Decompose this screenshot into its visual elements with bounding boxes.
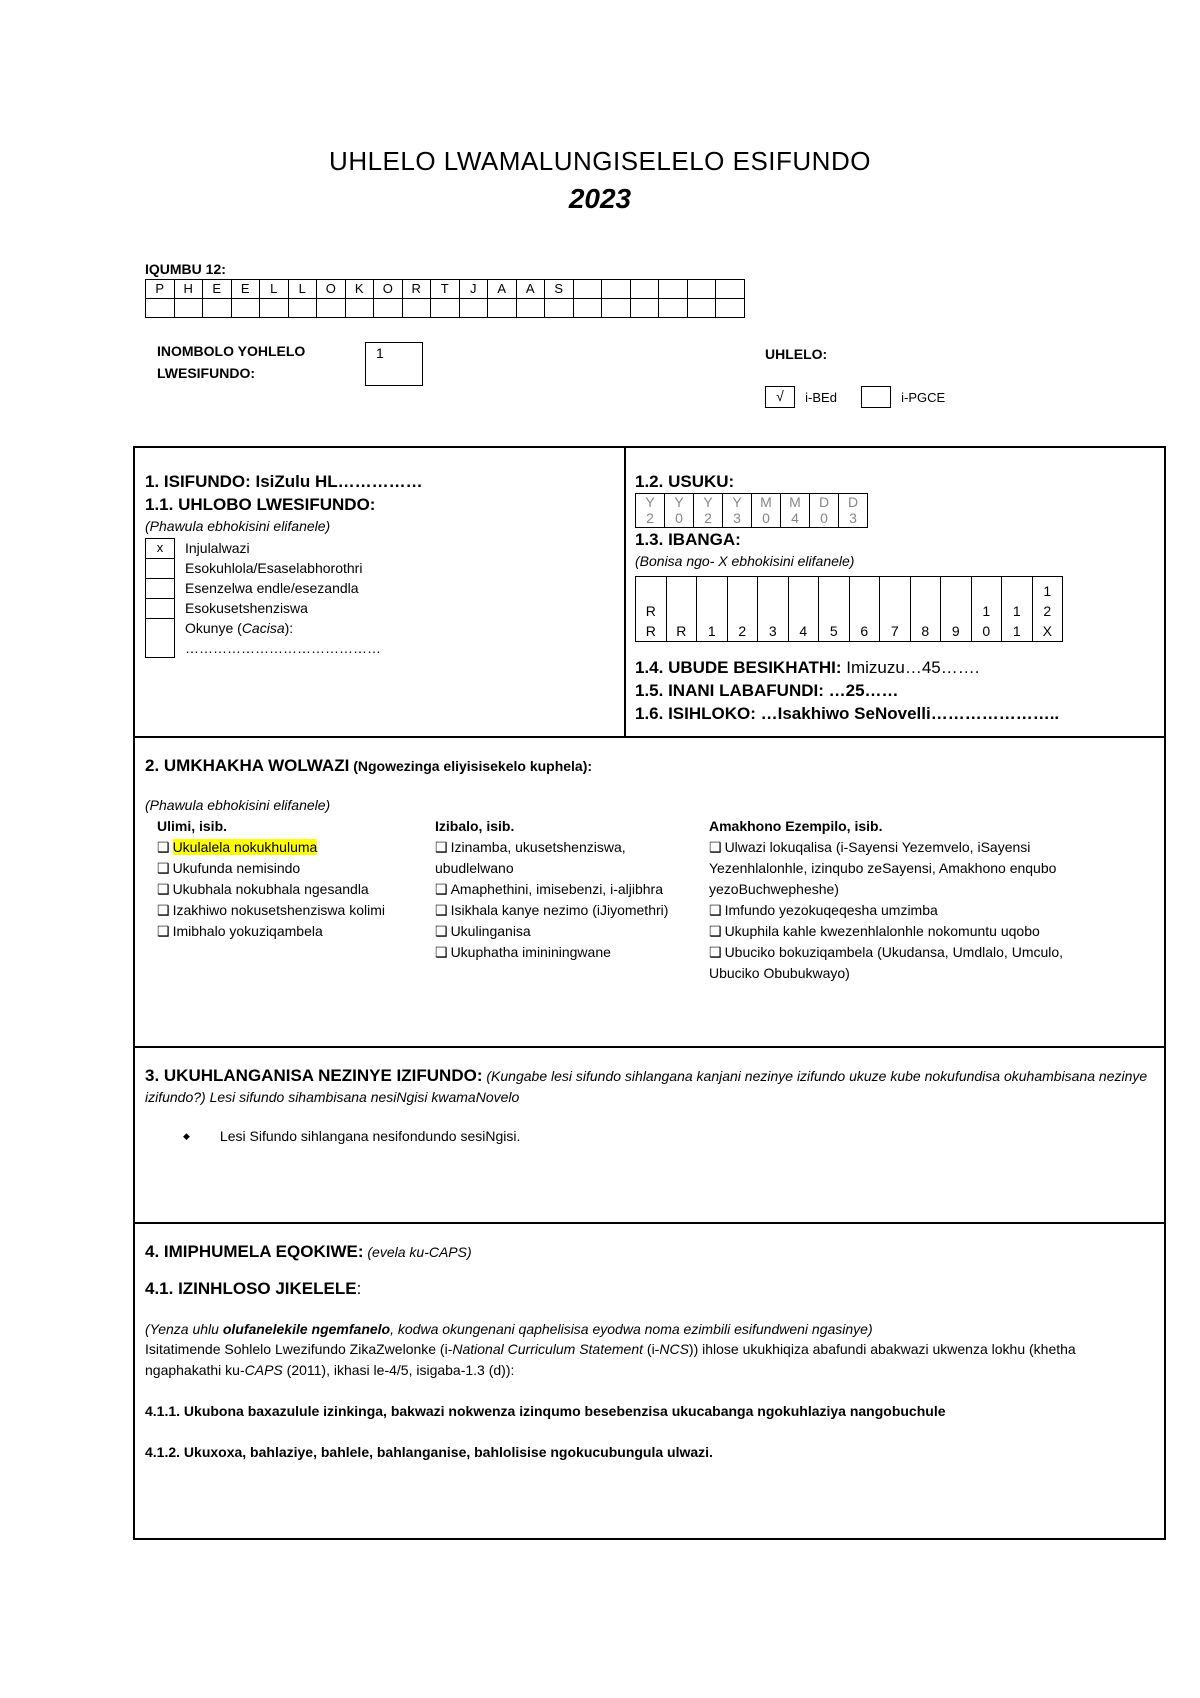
knowledge-item-label: Ukulinganisa (450, 923, 531, 939)
student-name-grid (145, 279, 745, 318)
lesson-type-checkbox[interactable] (145, 578, 175, 598)
checkbox-icon[interactable]: ❑ (709, 923, 722, 939)
lesson-type-checkbox[interactable]: x (145, 538, 175, 558)
name-blank-cell[interactable] (602, 299, 631, 318)
checkbox-icon[interactable]: ❑ (709, 902, 722, 918)
name-blank-cell[interactable] (260, 299, 289, 318)
name-blank-cell[interactable] (516, 299, 545, 318)
uhlelo-option-pgce[interactable] (861, 386, 945, 408)
page-year: 2023 (568, 183, 632, 214)
knowledge-item-label: Ukulalela nokukhuluma (172, 839, 318, 855)
section-2-heading: 2. UMKHAKHA WOLWAZI (Ngowezinga eliyisisekelo kuphela): (145, 756, 593, 775)
checkbox-icon[interactable]: ❑ (435, 881, 448, 897)
name-letter-cell[interactable] (602, 280, 631, 299)
date-digit-cell[interactable]: 0 (810, 511, 839, 528)
knowledge-item-label: Imibhalo yokuziqambela (172, 923, 323, 939)
section-3-list (183, 1128, 1155, 1144)
uhlobo-note: (Phawula ebhokisini elifanele) (145, 518, 331, 534)
name-letter-cell[interactable]: K (345, 280, 374, 299)
section-3 (145, 1064, 1155, 1144)
knowledge-item-label: Ukuphila kahle kwezenhlalonhle nokomuntu uqobo (724, 923, 1040, 939)
checkbox-icon[interactable]: ❑ (157, 923, 170, 939)
knowledge-item-label: Ubuciko bokuziqambela (Ukudansa, Umdlalo, Umculo, Ubuciko Obubukwayo) (709, 944, 1064, 981)
iqumbu-label: IQUMBU 12: (145, 261, 226, 277)
knowledge-item-label: Izakhiwo nokusetshenziswa kolimi (172, 902, 385, 918)
knowledge-item[interactable] (157, 837, 407, 858)
knowledge-item[interactable] (435, 879, 675, 900)
name-letter-cell[interactable] (716, 280, 745, 299)
name-blank-cell[interactable] (573, 299, 602, 318)
inani-line: 1.5. INANI LABAFUNDI: …25…… (635, 681, 899, 700)
lesson-type-row[interactable] (145, 558, 615, 578)
lesson-type-checkbox[interactable] (145, 618, 175, 658)
izibalo-heading: Izibalo, isib. (435, 818, 515, 834)
name-blank-cell[interactable] (459, 299, 488, 318)
knowledge-item-label: Amaphethini, imisebenzi, i-aljibhra (450, 881, 663, 897)
section-divider-2 (135, 1046, 1164, 1048)
date-digit-cell[interactable]: 0 (752, 511, 781, 528)
name-letter-cell[interactable]: R (402, 280, 431, 299)
lesson-type-label: Injulalwazi (185, 540, 250, 556)
knowledge-item[interactable] (435, 942, 675, 963)
isifundo-heading: 1. ISIFUNDO: IsiZulu HL…………… (145, 472, 423, 491)
uhlelo-option-bed[interactable] (765, 386, 837, 408)
knowledge-item-label: Isikhala kanye nezimo (iJiyomethri) (450, 902, 669, 918)
grade-cell[interactable]: R R (636, 577, 667, 642)
section-1-left (145, 470, 615, 658)
section-4-heading: 4. IMIPHUMELA EQOKIWE: (evela ku-CAPS) (145, 1242, 472, 1261)
grade-cell[interactable]: 1 (697, 577, 728, 642)
name-letter-cell[interactable]: A (488, 280, 517, 299)
page-title: UHLELO LWAMALUNGISELELO ESIFUNDO (329, 146, 871, 176)
lesson-type-label: Esokusetshenziswa (185, 600, 308, 616)
date-format-cell: M (781, 494, 810, 511)
name-letter-cell[interactable]: O (317, 280, 346, 299)
knowledge-col-ulimi (157, 816, 407, 942)
knowledge-item-label: Imfundo yezokuqeqesha umzimba (724, 902, 938, 918)
name-letter-cell[interactable] (659, 280, 688, 299)
other-dots: …………………………………… (185, 640, 381, 656)
lesson-type-label: Esokuhlola/Esaselabhorothri (185, 560, 363, 576)
name-blank-cell[interactable] (203, 299, 232, 318)
bed-checkbox[interactable]: √ (765, 386, 795, 408)
knowledge-col-izibalo (435, 816, 675, 963)
grade-cell[interactable]: 4 (788, 577, 819, 642)
lesson-type-row[interactable] (145, 618, 615, 658)
name-letter-cell[interactable] (687, 280, 716, 299)
usuku-heading: 1.2. USUKU: (635, 472, 735, 491)
lesson-type-row[interactable] (145, 578, 615, 598)
pgce-checkbox[interactable] (861, 386, 891, 408)
name-letter-cell[interactable]: E (231, 280, 260, 299)
name-blank-cell[interactable] (687, 299, 716, 318)
date-format-cell: Y (694, 494, 723, 511)
name-blank-cell[interactable] (288, 299, 317, 318)
isihloko-line: 1.6. ISIHLOKO: …Isakhiwo SeNovelli………………….. (635, 704, 1060, 723)
checkbox-icon[interactable]: ❑ (435, 902, 448, 918)
checkbox-icon[interactable]: ❑ (157, 902, 170, 918)
goal-4-1-2: 4.1.2. Ukuxoxa, bahlaziye, bahlele, bahlanganise, bahlolisise ngokucubungula ulwazi. (145, 1444, 713, 1460)
date-digit-cell[interactable]: 0 (665, 511, 694, 528)
lesson-type-row[interactable] (145, 538, 615, 558)
checkbox-icon[interactable]: ❑ (157, 881, 170, 897)
date-digit-cell[interactable]: 2 (694, 511, 723, 528)
grade-cell[interactable]: 1 0 (971, 577, 1002, 642)
name-letter-cell[interactable]: A (516, 280, 545, 299)
checkbox-icon[interactable]: ❑ (435, 839, 448, 855)
checkbox-icon[interactable]: ❑ (435, 923, 448, 939)
knowledge-item[interactable] (435, 837, 675, 879)
name-letter-cell[interactable]: L (260, 280, 289, 299)
date-digit-cell[interactable]: 4 (781, 511, 810, 528)
date-format-cell: D (810, 494, 839, 511)
knowledge-item-label: Ukubhala nokubhala ngesandla (172, 881, 369, 897)
lesson-type-label: Esenzelwa endle/esezandla (185, 580, 359, 596)
name-blank-cell[interactable] (345, 299, 374, 318)
name-blank-cell[interactable] (374, 299, 403, 318)
lesson-number-box[interactable]: 1 (365, 342, 423, 386)
section-divider-3 (135, 1222, 1164, 1224)
checkbox-icon[interactable]: ❑ (157, 860, 170, 876)
date-format-cell: D (839, 494, 868, 511)
knowledge-item[interactable] (709, 900, 1064, 921)
lesson-type-list (145, 538, 615, 658)
section-4-sub: 4.1. IZINHLOSO JIKELELE: (145, 1279, 362, 1298)
knowledge-item[interactable] (709, 942, 1064, 984)
name-letter-cell[interactable] (573, 280, 602, 299)
lesson-plan-form (133, 446, 1166, 1540)
section-3-bullet: ◆ Lesi Sifundo sihlangana nesifondundo sesiNgisi. (183, 1128, 1155, 1144)
name-letter-cell[interactable]: H (174, 280, 203, 299)
checkbox-icon[interactable]: ❑ (157, 839, 170, 855)
knowledge-item[interactable] (157, 879, 407, 900)
name-blank-cell[interactable] (659, 299, 688, 318)
knowledge-item[interactable] (157, 921, 407, 942)
name-blank-cell[interactable] (431, 299, 460, 318)
goal-4-1-1: 4.1.1. Ukubona baxazulule izinkinga, bakwazi nokwenza izinqumo besebenzisa ukucabanga ngokuhlaziya nangobuchule (145, 1403, 946, 1419)
grade-cell[interactable]: 7 (880, 577, 911, 642)
name-blank-cell[interactable] (545, 299, 574, 318)
name-letter-cell[interactable]: P (146, 280, 175, 299)
lesson-type-row[interactable] (145, 598, 615, 618)
knowledge-item[interactable] (435, 921, 675, 942)
section-2-note: (Phawula ebhokisini elifanele) (145, 797, 331, 813)
knowledge-item-label: Ukuphatha imininingwane (450, 944, 611, 960)
date-format-cell: M (752, 494, 781, 511)
knowledge-item[interactable] (435, 900, 675, 921)
grade-cell[interactable]: 9 (941, 577, 972, 642)
amakhono-heading: Amakhono Ezempilo, isib. (709, 818, 883, 834)
section-4-note: (Yenza uhlu olufanelekile ngemfanelo, kodwa okungenani qaphelisisa eyodwa noma ezimbili esifundweni ngasinye) (145, 1321, 873, 1337)
grade-cell[interactable]: 8 (910, 577, 941, 642)
section-divider-1 (135, 736, 1164, 738)
ibanga-heading: 1.3. IBANGA: (635, 530, 741, 549)
lesson-type-checkbox[interactable] (145, 558, 175, 578)
date-format-cell: Y (723, 494, 752, 511)
date-digit-cell[interactable]: 3 (723, 511, 752, 528)
ubude-label: 1.4. UBUDE BESIKHATHI: (635, 658, 842, 677)
name-letter-cell[interactable]: S (545, 280, 574, 299)
name-blank-cell[interactable] (716, 299, 745, 318)
grade-cell[interactable]: 3 (758, 577, 789, 642)
knowledge-item-label: Ukufunda nemisindo (172, 860, 301, 876)
grade-grid[interactable] (635, 576, 1063, 642)
section-1-right (635, 470, 1155, 725)
grade-cell[interactable]: R (666, 577, 697, 642)
ulimi-heading: Ulimi, isib. (157, 818, 228, 834)
name-letter-cell[interactable]: J (459, 280, 488, 299)
uhlobo-heading: 1.1. UHLOBO LWESIFUNDO: (145, 495, 376, 514)
date-format-cell: Y (636, 494, 665, 511)
grade-cell[interactable]: 1 2 X (1032, 577, 1063, 642)
checkbox-icon[interactable]: ❑ (435, 944, 448, 960)
knowledge-item-label: Ulwazi lokuqalisa (i-Sayensi Yezemvelo, iSayensi Yezenhlalonhle, izinqubo zeSayensi, Amakhono enqubo yezoBuchwepheshe) (709, 839, 1057, 897)
knowledge-item[interactable] (157, 858, 407, 879)
inombolo-label-line2: LWESIFUNDO: (157, 365, 255, 381)
uhlelo-label: UHLELO: (765, 346, 828, 362)
date-grid[interactable] (635, 493, 868, 528)
section1-divider (624, 448, 626, 736)
name-blank-cell[interactable] (488, 299, 517, 318)
name-letter-cell[interactable]: T (431, 280, 460, 299)
grade-cell[interactable]: 6 (849, 577, 880, 642)
lesson-type-label: Okunye (Cacisa): …………………………………… (185, 620, 381, 656)
section-3-heading: 3. UKUHLANGANISA NEZINYE IZIFUNDO: (Kungabe lesi sifundo sihlangana kanjani nezinye izifundo ukuze kube nokufundisa okuhambisana nezinye izifundo?) Lesi sifundo sihambisana nesiNgisi kwamaNovelo (145, 1066, 1148, 1105)
name-letter-cell[interactable] (630, 280, 659, 299)
section-2 (145, 754, 1155, 981)
section-4-paragraph: Isitatimende Sohlelo Lwezifundo ZikaZwelonke (i-National Curriculum Statement (i-NCS)) ihlose ukukhiqiza abafundi abakwazi ukwenza lokhu (khetha ngaphakathi ku-CAPS (2011), ikhasi le-4/5, isigaba-1.3 (d)): (145, 1341, 1076, 1378)
name-blank-cell[interactable] (174, 299, 203, 318)
inombolo-label-line1: INOMBOLO YOHLELO (157, 343, 306, 359)
pgce-label: i-PGCE (901, 389, 946, 405)
grade-cell[interactable]: 2 (727, 577, 758, 642)
knowledge-item[interactable] (709, 837, 1064, 900)
knowledge-item-label: Izinamba, ukusetshenziswa, ubudlelwano (435, 839, 626, 876)
date-format-cell: Y (665, 494, 694, 511)
section-4 (145, 1240, 1155, 1460)
knowledge-col-amakhono (709, 816, 1064, 984)
name-blank-cell[interactable] (317, 299, 346, 318)
ubude-value: Imizuzu…45……. (841, 658, 980, 677)
lesson-type-checkbox[interactable] (145, 598, 175, 618)
name-blank-cell[interactable] (231, 299, 260, 318)
grade-cell[interactable]: 5 (819, 577, 850, 642)
name-blank-cell[interactable] (402, 299, 431, 318)
date-digit-cell[interactable]: 2 (636, 511, 665, 528)
checkbox-icon[interactable]: ❑ (709, 944, 722, 960)
knowledge-item[interactable] (709, 921, 1064, 942)
bed-label: i-BEd (805, 389, 837, 405)
name-blank-cell[interactable] (630, 299, 659, 318)
grade-cell[interactable]: 1 1 (1002, 577, 1033, 642)
knowledge-item[interactable] (157, 900, 407, 921)
date-digit-cell[interactable]: 3 (839, 511, 868, 528)
name-letter-cell[interactable]: E (203, 280, 232, 299)
inombolo-label (157, 340, 305, 384)
checkbox-icon[interactable]: ❑ (709, 839, 722, 855)
name-blank-cell[interactable] (146, 299, 175, 318)
name-letter-cell[interactable]: L (288, 280, 317, 299)
ibanga-note: (Bonisa ngo- X ebhokisini elifanele) (635, 553, 855, 569)
name-letter-cell[interactable]: O (374, 280, 403, 299)
ubude-line (635, 656, 1155, 679)
